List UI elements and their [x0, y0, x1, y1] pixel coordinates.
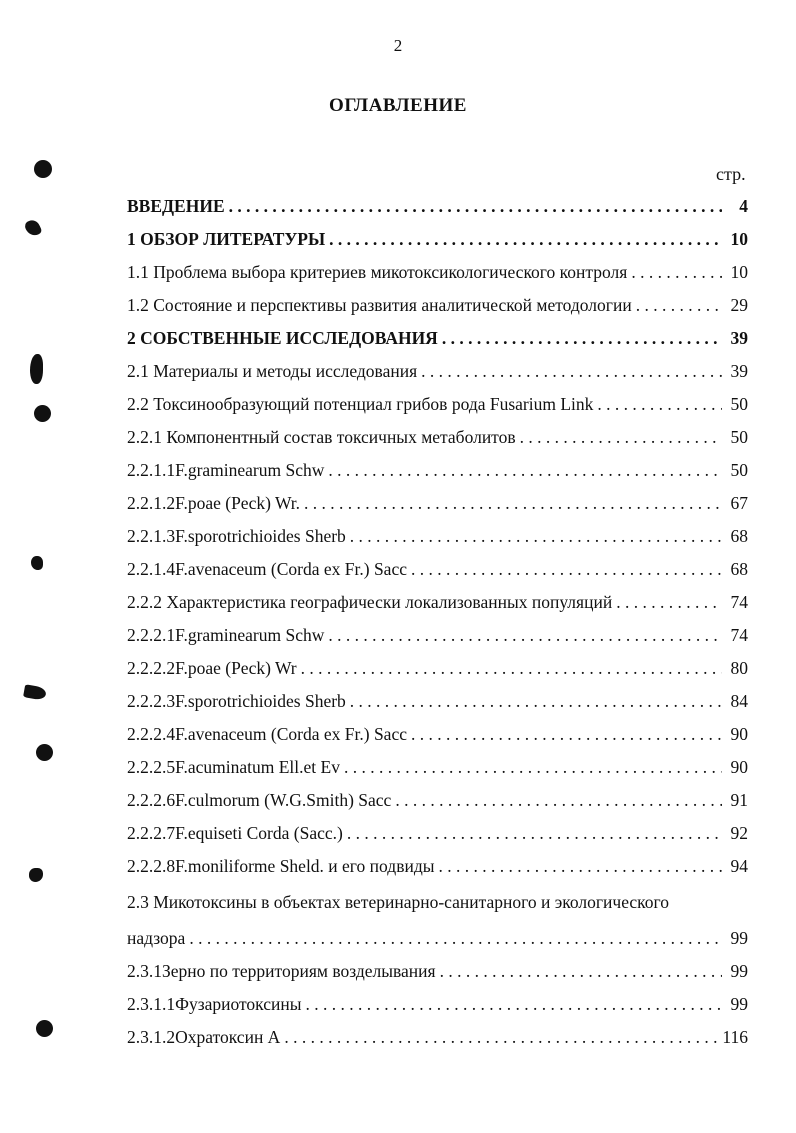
- toc-entry-page: 116: [722, 1027, 748, 1047]
- toc-entry-page: 80: [730, 658, 748, 678]
- toc-entry-text: 2.2.1 Компонентный состав токсичных метаболитов: [127, 427, 516, 447]
- toc-entry-2-2-2-6[interactable]: [127, 790, 748, 818]
- toc-entry-page: 74: [730, 625, 748, 645]
- toc-entry-2-2-2-8[interactable]: [127, 856, 748, 884]
- toc-entry-2-3-1-2[interactable]: [127, 1027, 748, 1055]
- punch-hole-mark: [36, 1020, 53, 1037]
- toc-entry-1-1[interactable]: [127, 262, 748, 290]
- toc-entry-2-3-1-1[interactable]: [127, 994, 748, 1022]
- toc-entry-number: 2.2.1.4: [127, 559, 176, 579]
- toc-entry-chapter-1[interactable]: [127, 229, 748, 257]
- toc-entry-2-3-line-1[interactable]: [127, 892, 748, 920]
- toc-entry-text: F.graminearum Schw: [175, 625, 325, 645]
- toc-entry-page: 92: [730, 823, 748, 843]
- toc-entry-2-2-2-5[interactable]: [127, 757, 748, 785]
- punch-hole-mark: [36, 744, 53, 761]
- toc-title: ОГЛАВЛЕНИЕ: [329, 95, 467, 116]
- ink-blot-mark: [30, 354, 43, 384]
- toc-entry-page: 10: [730, 229, 748, 249]
- toc-entry-page: 99: [730, 961, 748, 981]
- leader-dots: [616, 592, 722, 613]
- toc-entry-page: 74: [730, 592, 748, 612]
- toc-entry-number: 2.2.2.3: [127, 691, 176, 711]
- pages-column-label: стр.: [716, 164, 746, 184]
- toc-entry-number: 2.3.1.1: [127, 994, 176, 1014]
- toc-entry-2-2-2-3[interactable]: [127, 691, 748, 719]
- toc-entry-number: 2.2.1.2: [127, 493, 176, 513]
- toc-entry-number: 2.2.2.7: [127, 823, 176, 843]
- leader-dots: [284, 1027, 718, 1048]
- toc-entry-2-2-1-3[interactable]: [127, 526, 748, 554]
- leader-dots: [520, 427, 722, 448]
- leader-dots: [395, 790, 722, 811]
- toc-entry-page: 99: [730, 928, 748, 948]
- toc-entry-number: 2.3.1: [127, 961, 162, 981]
- toc-entry-text: F.sporotrichioides Sherb: [175, 691, 346, 711]
- toc-entry-text: 1.2 Состояние и перспективы развития аналитической методологии: [127, 295, 632, 315]
- leader-dots: [189, 928, 722, 949]
- toc-entry-2-1[interactable]: [127, 361, 748, 389]
- toc-entry-text: F.avenaceum (Corda ex Fr.) Sacc: [175, 724, 407, 744]
- leader-dots: [440, 961, 722, 982]
- leader-dots: [631, 262, 722, 283]
- toc-entry-text: 2.1 Материалы и методы исследования: [127, 361, 418, 381]
- leader-dots: [329, 229, 722, 250]
- toc-entry-text: F.sporotrichioides Sherb: [175, 526, 346, 546]
- page-number: 2: [393, 36, 403, 55]
- toc-entry-2-2-2[interactable]: [127, 592, 748, 620]
- ink-blot-mark: [23, 684, 47, 701]
- leader-dots: [328, 460, 722, 481]
- toc-entry-2-3-line-2[interactable]: [127, 928, 748, 956]
- toc-entry-text: 2.2.2 Характеристика географически локализованных популяций: [127, 592, 613, 612]
- toc-entry-introduction[interactable]: [127, 196, 748, 224]
- leader-dots: [347, 823, 722, 844]
- toc-entry-page: 91: [730, 790, 748, 810]
- toc-entry-page: 29: [730, 295, 748, 315]
- toc-entry-page: 68: [730, 526, 748, 546]
- toc-entry-page: 84: [730, 691, 748, 711]
- toc-entry-page: 67: [730, 493, 748, 513]
- leader-dots: [301, 658, 722, 679]
- leader-dots: [636, 295, 722, 316]
- toc-entry-text: F.moniliforme Sheld. и его подвиды: [175, 856, 435, 876]
- leader-dots: [229, 196, 722, 217]
- toc-entry-number: 2.2.2.1: [127, 625, 176, 645]
- ink-blot-mark: [23, 218, 42, 238]
- toc-entry-text: Охратоксин А: [175, 1027, 281, 1047]
- toc-entry-page: 68: [730, 559, 748, 579]
- toc-entry-page: 39: [730, 328, 748, 348]
- toc-entry-text: F.culmorum (W.G.Smith) Sacc: [175, 790, 392, 810]
- toc-entry-text: F.acuminatum Ell.et Ev: [175, 757, 340, 777]
- toc-entry-text: 2.2 Токсинообразующий потенциал грибов рода Fusarium Link: [127, 394, 594, 414]
- leader-dots: [597, 394, 722, 415]
- toc-entry-number: 2.2.1.1: [127, 460, 176, 480]
- toc-entry-2-2-2-4[interactable]: [127, 724, 748, 752]
- toc-entry-page: 50: [730, 394, 748, 414]
- toc-entry-text: F.avenaceum (Corda ex Fr.) Sacc: [175, 559, 407, 579]
- toc-entry-text: F.poae (Peck) Wr: [175, 658, 297, 678]
- ink-blot-mark: [29, 868, 43, 882]
- leader-dots: [328, 625, 722, 646]
- toc-entry-page: 50: [730, 460, 748, 480]
- toc-entry-2-2-1-4[interactable]: [127, 559, 748, 587]
- toc-entry-text: 1 ОБЗОР ЛИТЕРАТУРЫ: [127, 229, 326, 249]
- toc-entry-text: F.graminearum Schw: [175, 460, 325, 480]
- leader-dots: [438, 856, 722, 877]
- toc-entry-text: 1.1 Проблема выбора критериев микотоксикологического контроля: [127, 262, 628, 282]
- leader-dots: [344, 757, 722, 778]
- toc-entry-2-2-1[interactable]: [127, 427, 748, 455]
- toc-entry-number: 2.2.2.8: [127, 856, 176, 876]
- toc-entry-text: 2.3 Микотоксины в объектах ветеринарно-санитарного и экологического: [127, 892, 670, 912]
- toc-entry-2-3-1[interactable]: [127, 961, 748, 989]
- toc-entry-text: 2 СОБСТВЕННЫЕ ИССЛЕДОВАНИЯ: [127, 328, 438, 348]
- leader-dots: [306, 994, 722, 1015]
- toc-entry-text: F.equiseti Corda (Sacc.): [175, 823, 343, 843]
- toc-entry-text: Зерно по территориям возделывания: [162, 961, 436, 981]
- toc-entry-text: ВВЕДЕНИЕ: [127, 196, 225, 216]
- leader-dots: [421, 361, 722, 382]
- leader-dots: [411, 724, 722, 745]
- toc-entry-2-2[interactable]: [127, 394, 748, 422]
- leader-dots: [411, 559, 722, 580]
- toc-entry-text: F.poae (Peck) Wr.: [175, 493, 301, 513]
- toc-entry-page: 90: [730, 757, 748, 777]
- toc-entry-chapter-2[interactable]: [127, 328, 748, 356]
- toc-entry-page: 39: [730, 361, 748, 381]
- punch-hole-mark: [34, 160, 52, 178]
- toc-entry-2-2-2-2[interactable]: [127, 658, 748, 686]
- toc-entry-number: 2.2.2.6: [127, 790, 176, 810]
- toc-entry-2-2-2-7[interactable]: [127, 823, 748, 851]
- ink-blot-mark: [31, 556, 43, 570]
- toc-entry-number: 2.3.1.2: [127, 1027, 176, 1047]
- toc-entry-page: 99: [730, 994, 748, 1014]
- toc-entry-number: 2.2.1.3: [127, 526, 176, 546]
- leader-dots: [442, 328, 722, 349]
- toc-entry-2-2-1-2[interactable]: [127, 493, 748, 521]
- toc-entry-1-2[interactable]: [127, 295, 748, 323]
- toc-entry-2-2-1-1[interactable]: [127, 460, 748, 488]
- leader-dots: [350, 691, 722, 712]
- toc-entry-number: 2.2.2.2: [127, 658, 176, 678]
- toc-entry-2-2-2-1[interactable]: [127, 625, 748, 653]
- toc-entry-page: 90: [730, 724, 748, 744]
- toc-entry-page: 4: [739, 196, 748, 216]
- leader-dots: [350, 526, 722, 547]
- toc-entry-number: 2.2.2.5: [127, 757, 176, 777]
- toc-entry-page: 94: [730, 856, 748, 876]
- punch-hole-mark: [34, 405, 51, 422]
- leader-dots: [304, 493, 722, 514]
- toc-entry-text: надзора: [127, 928, 186, 948]
- toc-entry-page: 10: [730, 262, 748, 282]
- toc-entry-page: 50: [730, 427, 748, 447]
- toc-entry-text: Фузариотоксины: [175, 994, 302, 1014]
- toc-entry-number: 2.2.2.4: [127, 724, 176, 744]
